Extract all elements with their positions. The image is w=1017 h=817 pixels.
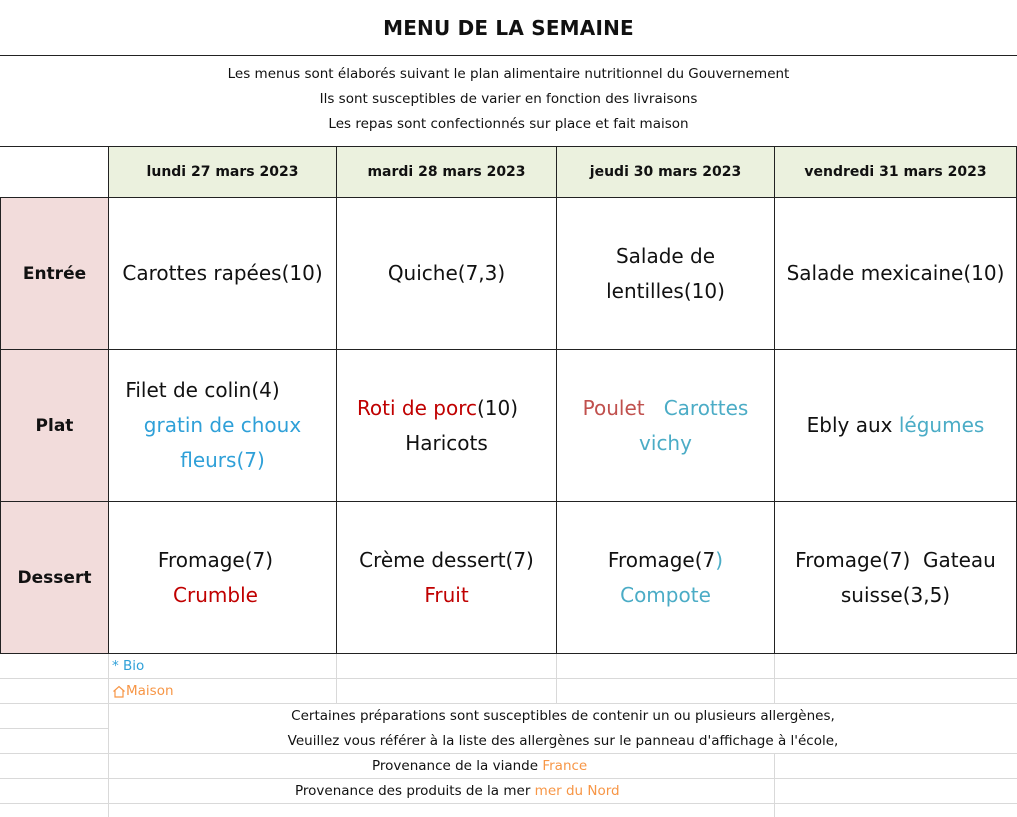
dish-side: Carottes vichy [639,395,749,455]
paren: ) [715,547,724,572]
dish: Filet de colin(4) [125,378,280,402]
house-icon [112,685,126,698]
dish-side: légumes [898,413,985,437]
gridline [336,654,337,703]
allergen: (10) [477,395,519,420]
entree-jeudi [556,197,775,350]
row-label-plat: Plat [0,349,109,502]
day-header-jeudi: jeudi 30 mars 2023 [556,146,775,198]
day-header-vendredi: vendredi 31 mars 2023 [774,146,1017,198]
plat-vendredi [774,349,1017,502]
gridline [774,753,775,817]
gridline [0,728,109,729]
dish: Quiche(7,3) [387,261,506,285]
page-title: MENU DE LA SEMAINE [383,15,634,40]
legend-maison [112,679,174,704]
gridline [774,654,775,703]
dish-side: gratin de choux fleurs(7) [143,413,302,472]
footer-seafood-value: mer du Nord [534,783,620,799]
dish: Fromage(7) [157,547,274,572]
dish-line [569,391,762,461]
row-label-entree: Entrée [0,197,109,350]
dish: Fromage(7 [607,547,716,572]
dish: Roti de porc [356,395,477,420]
intro-line-2: Ils sont susceptibles de varier en fonction des livraisons [319,91,698,107]
legend-maison-label: Maison [126,683,174,699]
plat-lundi [108,349,337,502]
dish: Ebly aux [806,413,899,437]
dessert-lundi [108,501,337,654]
entree-mardi [336,197,557,350]
divider [0,55,1017,56]
plat-jeudi [556,349,775,502]
dish: Carottes rapées(10) [122,261,323,285]
dish: Poulet [582,395,645,420]
entree-lundi [108,197,337,350]
row-label-dessert: Dessert [0,501,109,654]
dish-line [357,391,518,426]
footer-meat-value: France [542,758,588,774]
dessert-mardi [336,501,557,654]
intro-text [0,62,1017,137]
intro-line-3: Les repas sont confectionnés sur place et fait maison [328,116,689,132]
footer-allergens-2: Veuillez vous référer à la liste des allergènes sur le panneau d'affichage à l'école, [287,733,839,749]
dish-line [807,408,985,443]
day-header-mardi: mardi 28 mars 2023 [336,146,557,198]
dessert-jeudi [556,501,775,654]
dish: Salade mexicaine(10) [786,261,1005,285]
intro-line-1: Les menus sont élaborés suivant le plan alimentaire nutritionnel du Gouvernement [227,66,790,82]
plat-mardi [336,349,557,502]
gridline [556,654,557,703]
entree-vendredi [774,197,1017,350]
footer-allergens-1: Certaines préparations sont susceptibles de contenir un ou plusieurs allergènes, [291,708,835,724]
dessert: Fruit [424,582,469,607]
dish: Salade de lentilles(10) [606,243,725,303]
corner-cell [0,146,109,198]
dessert: Compote [620,582,711,607]
dish: Fromage(7) Gateau suisse(3,5) [795,547,1003,607]
dessert: Crumble [173,582,258,607]
footer-seafood-label: Provenance des produits de la mer [295,783,535,799]
dish-line [608,543,723,578]
footer-seafood-origin [295,779,620,804]
footer-meat-origin [372,754,587,779]
footer-meat-label: Provenance de la viande [372,758,543,774]
dish: Crème dessert(7) [359,547,534,572]
legend-bio: * Bio [112,658,145,674]
dish-side: Haricots [405,430,488,455]
day-header-lundi: lundi 27 mars 2023 [108,146,337,198]
dessert-vendredi [774,501,1017,654]
